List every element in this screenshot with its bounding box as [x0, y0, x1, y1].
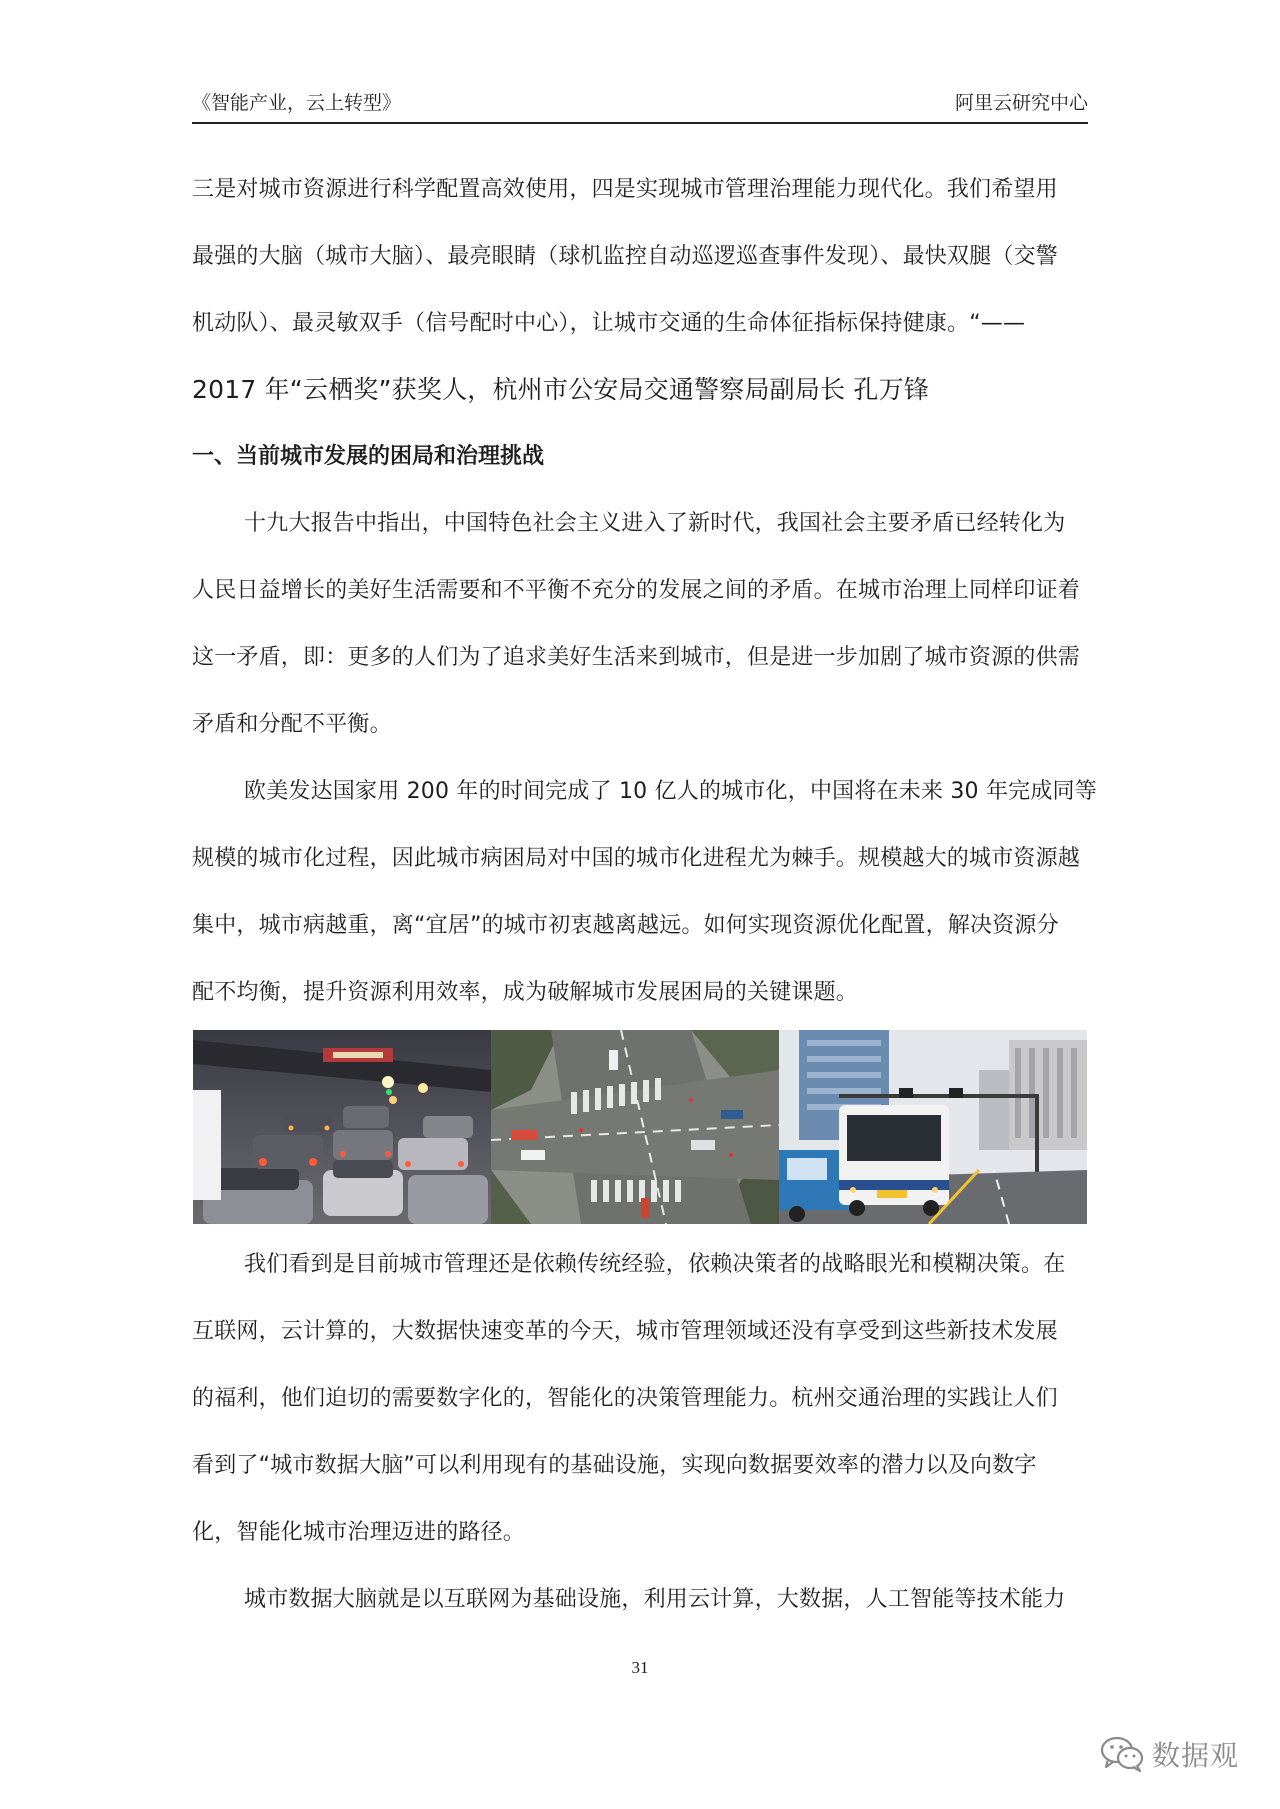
running-header: [192, 88, 1088, 124]
paragraph-line: 规模的城市化过程，因此城市病困局对中国的城市化进程尤为棘手。规模越大的城市资源越: [192, 846, 1081, 871]
intersection-aerial-photo: [491, 1030, 779, 1224]
paragraph-line: 欧美发达国家用 200 年的时间完成了 10 亿人的城市化，中国将在未来 30 年完成同等: [244, 779, 1097, 804]
paragraph-line: 配不均衡，提升资源利用效率，成为破解城市发展困局的关键课题。: [192, 980, 859, 1005]
paragraph-line: 我们看到是目前城市管理还是依赖传统经验，依赖决策者的战略眼光和模糊决策。在: [244, 1252, 1066, 1277]
paragraph-line: 的福利，他们迫切的需要数字化的，智能化的决策管理能力。杭州交通治理的实践让人们: [192, 1386, 1058, 1411]
quote-line: 机动队）、最灵敏双手（信号配时中心），让城市交通的生命体征指标保持健康。“——: [192, 311, 1026, 336]
paragraph-line: 城市数据大脑就是以互联网为基础设施，利用云计算，大数据，人工智能等技术能力: [244, 1587, 1066, 1612]
paragraph-line: 这一矛盾，即：更多的人们为了追求美好生活来到城市，但是进一步加剧了城市资源的供需: [192, 645, 1081, 670]
section-heading: 一、当前城市发展的困局和治理挑战: [192, 444, 545, 469]
quote-line: 最强的大脑（城市大脑）、最亮眼睛（球机监控自动巡逻巡查事件发现）、最快双腿（交警: [192, 244, 1059, 269]
paragraph-line: 化，智能化城市治理迈进的路径。: [192, 1520, 526, 1545]
watermark: [1100, 1736, 1239, 1776]
city-bus-photo: [779, 1030, 1087, 1224]
paragraph-line: 十九大报告中指出，中国特色社会主义进入了新时代，我国社会主要矛盾已经转化为: [244, 511, 1066, 536]
traffic-jam-photo: [193, 1030, 491, 1224]
wechat-icon: [1100, 1736, 1146, 1776]
paragraph-line: 看到了“城市数据大脑”可以利用现有的基础设施，实现向数据要效率的潜力以及向数字: [192, 1453, 1037, 1478]
watermark-text: 数据观: [1152, 1739, 1240, 1772]
traffic-photo-strip: [193, 1030, 1087, 1224]
paragraph-line: 集中，城市病越重，离“宜居”的城市初衷越离越远。如何实现资源优化配置，解决资源分: [192, 913, 1059, 938]
paragraph-line: 互联网，云计算的，大数据快速变革的今天，城市管理领域还没有享受到这些新技术发展: [192, 1319, 1058, 1344]
paragraph-line: 人民日益增长的美好生活需要和不平衡不充分的发展之间的矛盾。在城市治理上同样印证着: [192, 578, 1081, 603]
paragraph-line: 矛盾和分配不平衡。: [192, 712, 392, 737]
quote-attribution: 2017 年“云栖奖”获奖人，杭州市公安局交通警察局副局长 孔万锋: [192, 375, 930, 404]
quote-line: 三是对城市资源进行科学配置高效使用，四是实现城市管理治理能力现代化。我们希望用: [192, 177, 1058, 202]
page-number: 31: [631, 1658, 649, 1677]
header-publisher: 阿里云研究中心: [954, 92, 1088, 114]
header-book-title: 《智能产业，云上转型》: [192, 92, 402, 114]
